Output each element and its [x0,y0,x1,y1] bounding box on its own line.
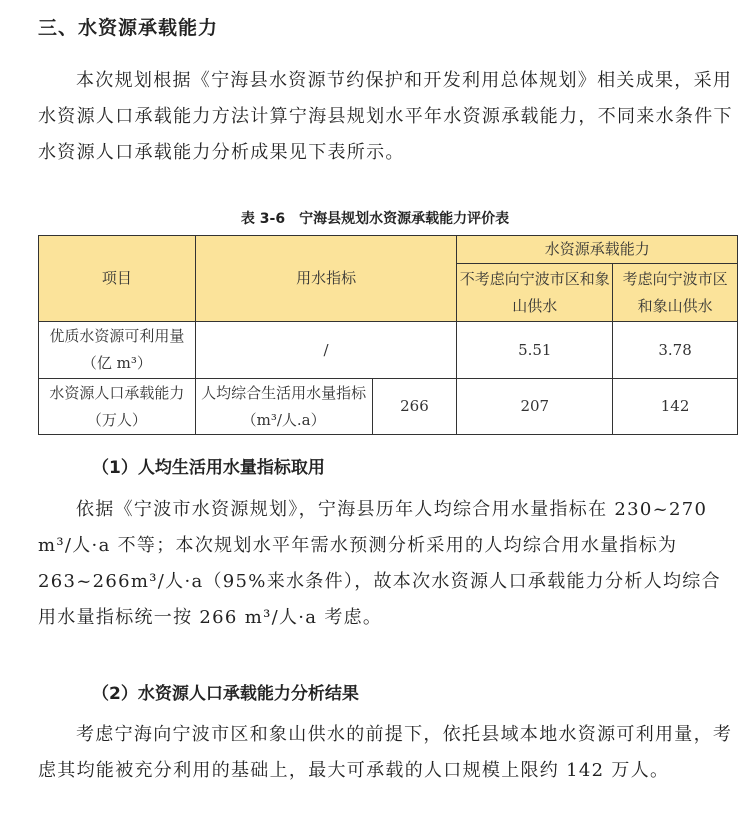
cell-item: 水资源人口承载能力（万人） [39,379,196,435]
table-row [39,322,738,379]
cell-indicator: / [195,322,457,379]
table-caption: 表 3-6 宁海县规划水资源承载能力评价表 [240,211,510,227]
header-col-with: 考虑向宁波市区和象山供水 [613,264,738,322]
table-row [39,379,738,435]
sub2-paragraph: 考虑宁海向宁波市区和象山供水的前提下，依托县域本地水资源可利用量，考虑其均能被充分利用的基础上，最大可承载的人口规模上限约 142 万人。 [38,724,733,781]
cell-with: 142 [613,379,738,435]
intro-paragraph: 本次规划根据《宁海县水资源节约保护和开发利用总体规划》相关成果，采用水资源人口承载能力方法计算宁海县规划水平年水资源承载能力，不同来水条件下水资源人口承载能力分析成果见下表所示。 [38,70,733,163]
cell-item: 优质水资源可利用量（亿 m³） [39,322,196,379]
sub2-title: （2）水资源人口承载能力分析结果 [92,684,359,704]
cell-without: 5.51 [457,322,613,379]
cell-without: 207 [457,379,613,435]
header-indicator: 用水指标 [195,236,457,322]
sub1-paragraph: 依据《宁波市水资源规划》，宁海县历年人均综合用水量指标在 230~270 m³/人·a 不等；本次规划水平年需水预测分析采用的人均综合用水量指标为 263~266m³/人·a（95%来水条件），故本次水资源人口承载能力分析人均综合用水量指标统一按 266 m³/人·a 考虑。 [38,499,721,628]
sub1-title: （1）人均生活用水量指标取用 [92,458,325,478]
capacity-table [38,235,738,435]
header-col-without: 不考虑向宁波市区和象山供水 [457,264,613,322]
cell-indicator-value: 266 [372,379,457,435]
cell-indicator-label: 人均综合生活用水量指标（m³/人.a） [195,379,372,435]
cell-with: 3.78 [613,322,738,379]
section-heading: 三、水资源承载能力 [38,17,219,39]
header-item: 项目 [39,236,196,322]
header-capacity: 水资源承载能力 [457,236,738,264]
